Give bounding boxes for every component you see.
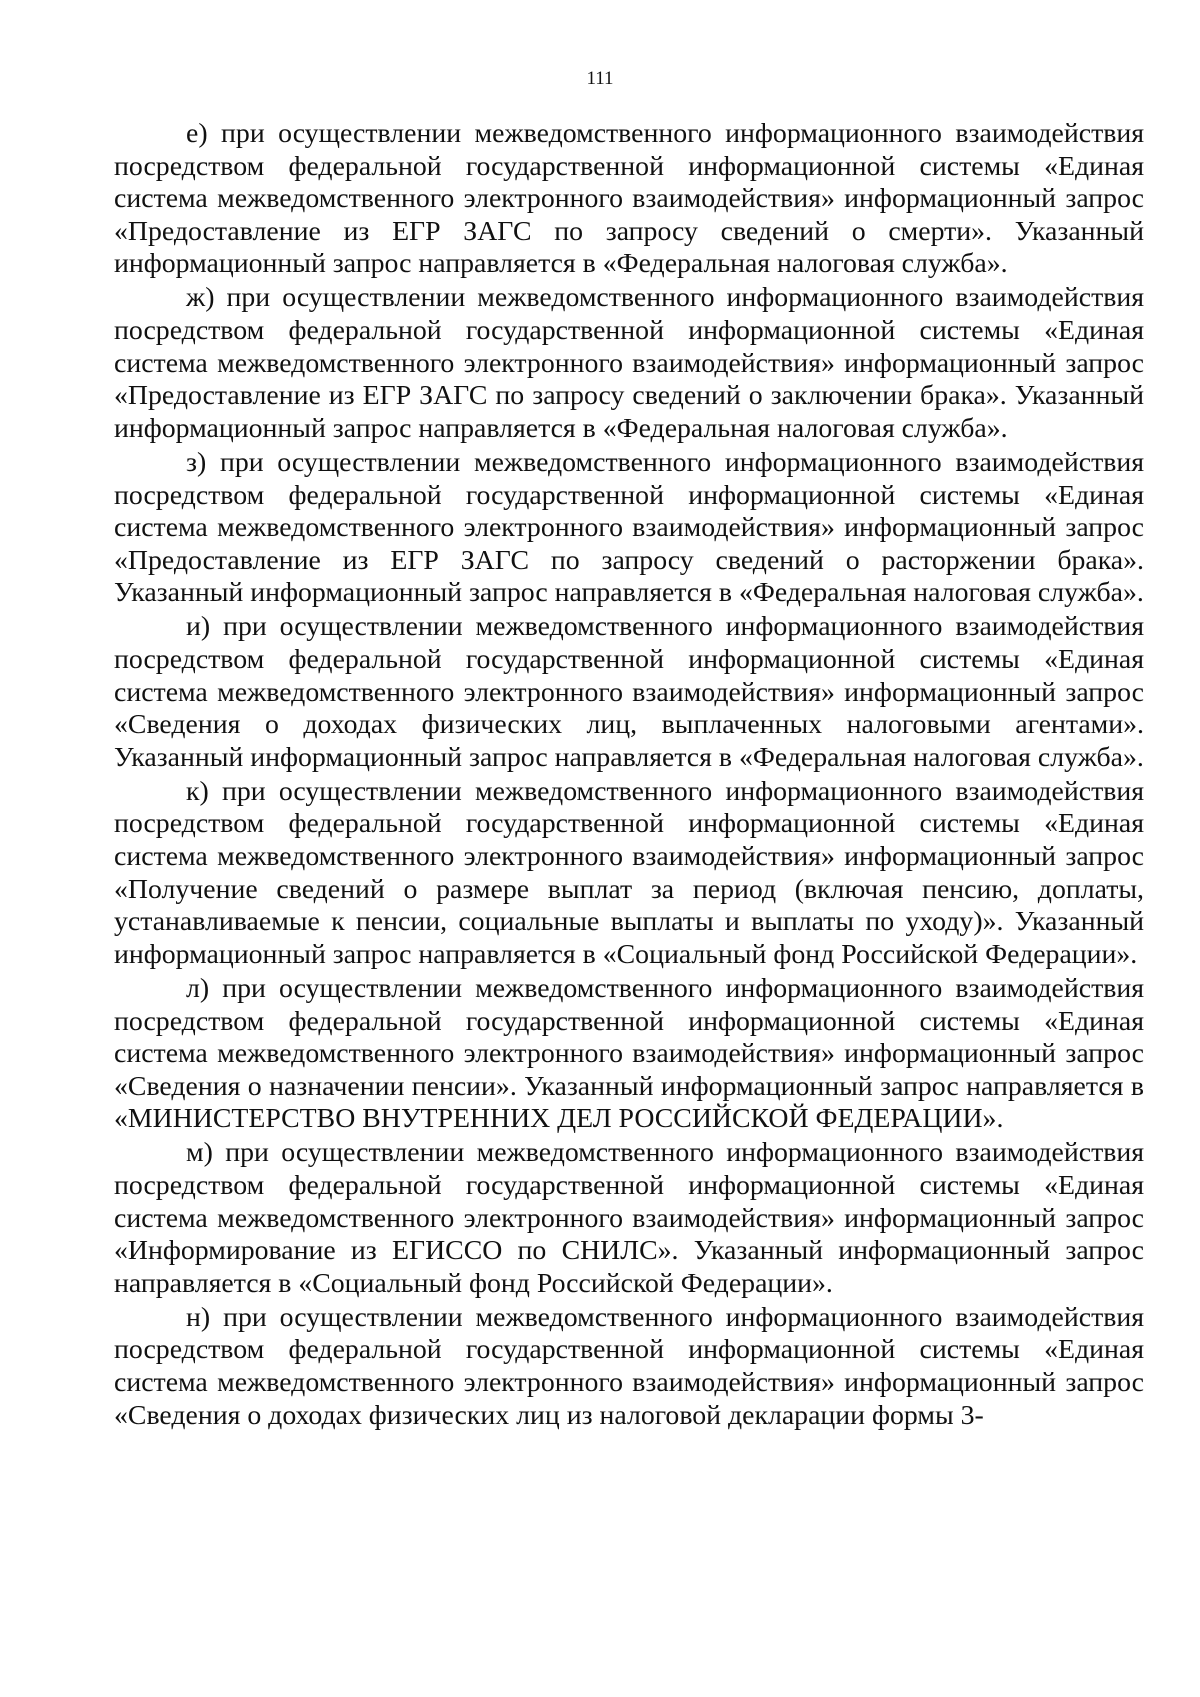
paragraph-marker: з) (186, 446, 207, 478)
paragraph-marker: и) (186, 611, 211, 643)
paragraph-n (114, 1302, 1144, 1432)
paragraph-text: при осуществлении межведомственного информационного взаимодействия посредством федеральной государственной информационной системы «Единая система межведомственного электронного взаимодействия» информационный запрос «Предоставление из ЕГР ЗАГС по запросу сведений о расторжении брака». Указанный информационный запрос направляется в «Федеральная налоговая служба». (114, 446, 1144, 609)
page-number: 111 (586, 68, 614, 89)
paragraph-marker: н) (186, 1301, 211, 1333)
paragraph-text: при осуществлении межведомственного информационного взаимодействия посредством федеральной государственной информационной системы «Единая система межведомственного электронного взаимодействия» информационный запрос «Информирование из ЕГИССО по СНИЛС». Указанный информационный запрос направляется в «Социальный фонд Российской Федерации». (114, 1137, 1145, 1299)
paragraph-text: при осуществлении межведомственного информационного взаимодействия посредством федеральной государственной информационной системы «Единая система межведомственного электронного взаимодействия» информационный запрос «Предоставление из ЕГР ЗАГС по запросу сведений о заключении брака». Указанный информационный запрос направляется в «Федеральная налоговая служба». (114, 282, 1145, 444)
paragraph-k (114, 776, 1144, 972)
document-body (114, 118, 1144, 1434)
paragraph-marker: м) (186, 1137, 213, 1169)
paragraph-text: при осуществлении межведомственного информационного взаимодействия посредством федеральной государственной информационной системы «Единая система межведомственного электронного взаимодействия» информационный запрос «Сведения о доходах физических лиц, выплаченных налоговыми агентами». Указанный информационный запрос направляется в «Федеральная налоговая служба». (114, 611, 1144, 773)
paragraph-i (114, 611, 1144, 774)
paragraph-text: при осуществлении межведомственного информационного взаимодействия посредством федеральной государственной информационной системы «Единая система межведомственного электронного взаимодействия» информационный запрос «Предоставление из ЕГР ЗАГС по запросу сведений о смерти». Указанный информационный запрос направляется в «Федеральная налоговая служба». (114, 118, 1145, 280)
paragraph-marker: л) (186, 972, 210, 1004)
paragraph-z (114, 447, 1144, 610)
paragraph-m (114, 1137, 1144, 1300)
paragraph-marker: е) (186, 118, 208, 149)
paragraph-marker: ж) (186, 282, 215, 314)
paragraph-text: при осуществлении межведомственного информационного взаимодействия посредством федеральной государственной информационной системы «Единая система межведомственного электронного взаимодействия» информационный запрос «Сведения о назначении пенсии». Указанный информационный запрос направляется в «МИНИСТЕРСТВО ВНУТРЕННИХ ДЕЛ РОССИЙСКОЙ ФЕДЕРАЦИИ». (114, 972, 1144, 1135)
paragraph-marker: к) (186, 775, 209, 807)
paragraph-e (114, 118, 1144, 281)
paragraph-l (114, 973, 1144, 1136)
paragraph-text: при осуществлении межведомственного информационного взаимодействия посредством федеральной государственной информационной системы «Единая система межведомственного электронного взаимодействия» информационный запрос «Сведения о доходах физических лиц из налоговой декларации формы 3- (114, 1301, 1144, 1431)
paragraph-zh (114, 282, 1144, 445)
paragraph-text: при осуществлении межведомственного информационного взаимодействия посредством федеральной государственной информационной системы «Единая система межведомственного электронного взаимодействия» информационный запрос «Получение сведений о размере выплат за период (включая пенсию, доплаты, устанавливаемые к пенсии, социальные выплаты и выплаты по уходу)». Указанный информационный запрос направляется в «Социальный фонд Российской Федерации». (114, 775, 1145, 970)
